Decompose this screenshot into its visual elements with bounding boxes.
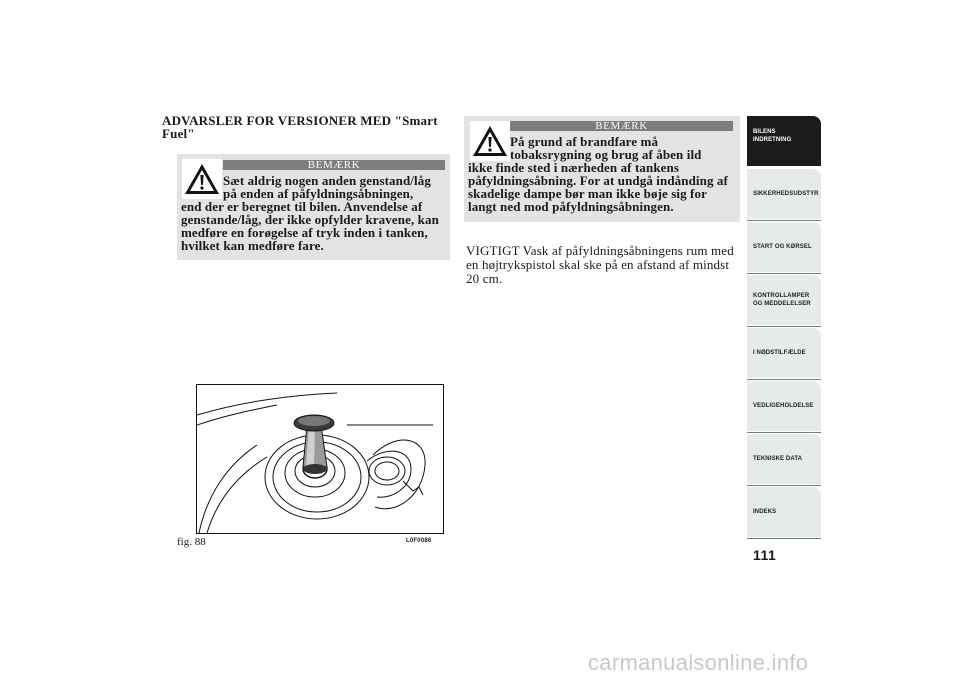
warning-triangle-icon	[182, 159, 222, 199]
tab-label: INDEKS	[753, 509, 777, 515]
tab-bilens-indretning[interactable]	[747, 116, 821, 166]
tab-label: START OG KØRSEL	[753, 244, 812, 250]
tab-label: TEKNISKE DATA	[753, 456, 803, 462]
tab-label: BILENS INDRETNING	[753, 129, 792, 143]
chapter-tab-strip	[747, 116, 821, 540]
figure-caption: fig. 88	[177, 536, 206, 548]
tab-tekniske-data[interactable]	[747, 434, 821, 484]
note-body-text: ikke finde sted i nærheden af tankens påfyldningsåbning. For at undgå indånding af skadelige dampe bør man ikke bøje sig for langt ned mod påfyldningsåbningen.	[468, 160, 728, 214]
tab-label: KONTROLLAMPER OG MEDDELELSER	[753, 293, 811, 307]
tab-start-og-korsel[interactable]	[747, 222, 821, 272]
tab-label: SIKKERHEDSUDSTYR	[753, 191, 819, 197]
note-lead-text: Sæt aldrig nogen anden genstand/låg på enden af påfyldningsåbningen,	[223, 173, 431, 201]
watermark: carmanualsonline.info	[588, 650, 809, 675]
warning-triangle-icon	[470, 121, 510, 161]
note-title-bar: BEMÆRK	[223, 160, 445, 170]
warning-note-1	[177, 154, 450, 260]
tab-sikkerhedsudstyr[interactable]	[747, 169, 821, 219]
tab-label: I NØDSTILFÆLDE	[753, 350, 806, 356]
warning-note-2	[464, 116, 740, 222]
fuel-nozzle-drawing	[197, 385, 443, 533]
section-heading: ADVARSLER FOR VERSIONER MED "Smart Fuel"	[162, 113, 438, 141]
important-paragraph: VIGTIGT Vask af påfyldningsåbningens rum med en højtrykspistol skal ske på en afstand af mindst 20 cm.	[466, 243, 734, 286]
page-number: 111	[753, 547, 777, 563]
tab-kontrollamper[interactable]	[747, 275, 821, 325]
note-lead-text: På grund af brandfare må tobaksrygning og brug af åben ild	[510, 134, 702, 162]
figure-code: L0F0086	[406, 538, 432, 544]
tab-i-nodstilfaelde[interactable]	[747, 328, 821, 378]
note-body-text: end der er beregnet til bilen. Anvendelse af genstande/låg, der ikke opfylder kravene, kan medføre en forøgelse af tryk inden i tanken, hvilket kan medføre fare.	[181, 199, 439, 253]
fuel-filler-illustration	[196, 384, 444, 534]
tab-indeks[interactable]	[747, 487, 821, 537]
tab-label: VEDLIGEHOLDELSE	[753, 403, 814, 409]
tab-vedligeholdelse[interactable]	[747, 381, 821, 431]
note-title-bar: BEMÆRK	[510, 121, 733, 131]
